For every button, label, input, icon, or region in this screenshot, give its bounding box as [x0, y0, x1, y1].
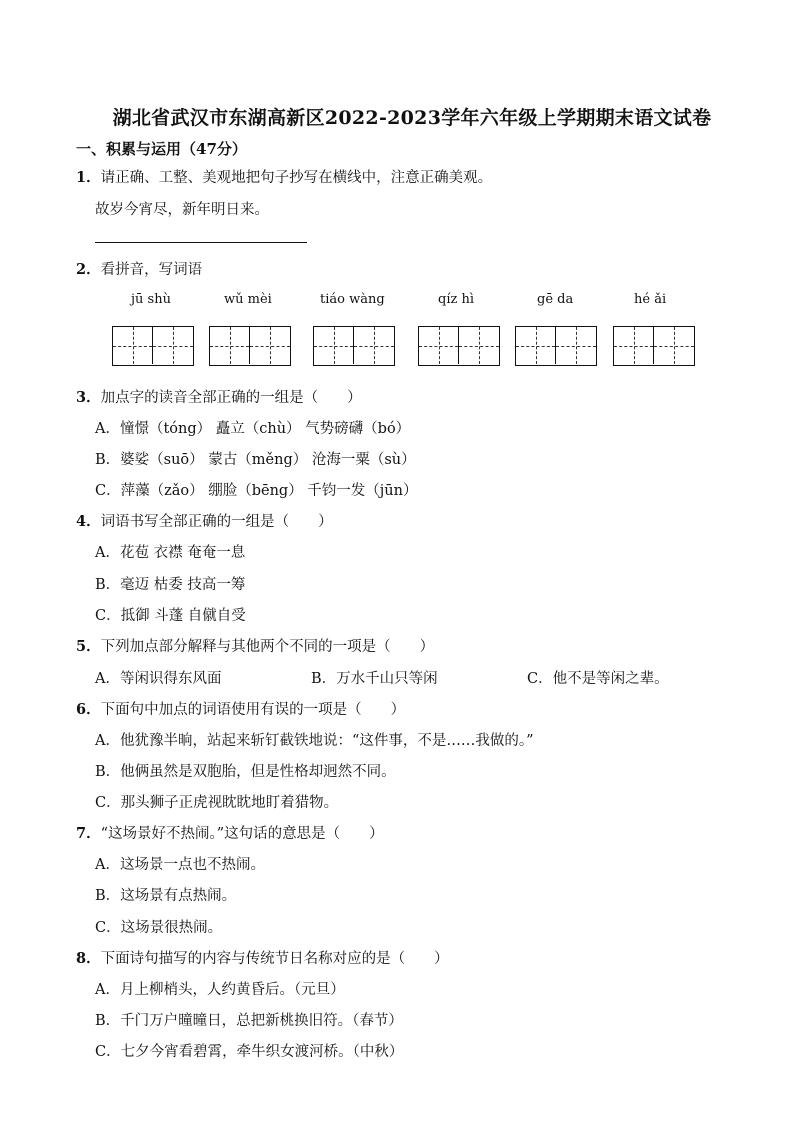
option-b[interactable]: B．毫迈 枯委 技高一筹: [95, 577, 246, 593]
question-2: [76, 258, 202, 279]
question-6: [76, 698, 405, 719]
copy-sentence: 故岁今宵尽，新年明日来。: [95, 202, 269, 218]
writing-grid[interactable]: [515, 326, 597, 366]
option-a[interactable]: A．憧憬（tóng） 矗立（chù） 气势磅礴（bó）: [95, 421, 411, 437]
question-text: 词语书写全部正确的一组是（ ）: [100, 514, 333, 530]
grid-cell[interactable]: [654, 327, 694, 364]
question-3: [76, 386, 362, 407]
question-number: 4．: [76, 513, 101, 530]
option-c[interactable]: C．抵御 斗蓬 自僦自受: [95, 608, 246, 624]
question-8: [76, 947, 449, 968]
grid-cell[interactable]: [354, 327, 394, 364]
option-b[interactable]: B．千门万户曈曈日，总把新桃换旧符。（春节）: [95, 1013, 403, 1029]
question-text: 下列加点部分解释与其他两个不同的一项是（ ）: [100, 639, 435, 655]
grid-cell[interactable]: [614, 327, 654, 364]
question-text: “这场景好不热闹。”这句话的意思是（ ）: [100, 826, 384, 842]
pinyin-label: wǔ mèi: [224, 292, 272, 307]
pinyin-label: tiáo wàng: [320, 292, 385, 307]
pinyin-label: qíz hì: [438, 292, 474, 307]
grid-cell[interactable]: [113, 327, 153, 364]
option-a[interactable]: A．花苞 衣襟 奄奄一息: [95, 545, 246, 561]
question-4: [76, 510, 333, 531]
pinyin-label: gē da: [537, 292, 574, 307]
question-number: 2．: [76, 261, 101, 278]
question-number: 5．: [76, 638, 101, 655]
writing-grid[interactable]: [613, 326, 695, 366]
question-number: 7．: [76, 825, 101, 842]
option-c[interactable]: C．他不是等闲之辈。: [527, 671, 669, 687]
grid-cell[interactable]: [556, 327, 596, 364]
option-a[interactable]: A．等闲识得东风面: [95, 671, 222, 687]
question-5: [76, 635, 434, 656]
grid-cell[interactable]: [459, 327, 499, 364]
option-c[interactable]: C．那头狮子正虎视眈眈地盯着猎物。: [95, 795, 339, 811]
option-a[interactable]: A．他犹豫半晌，站起来斩钉截铁地说：“这件事，不是……我做的。”: [95, 733, 534, 749]
grid-cell[interactable]: [314, 327, 354, 364]
option-a[interactable]: A．这场景一点也不热闹。: [95, 857, 265, 873]
grid-cell[interactable]: [516, 327, 556, 364]
question-1: [76, 166, 492, 187]
grid-cell[interactable]: [210, 327, 250, 364]
answer-line[interactable]: [95, 242, 307, 243]
section-heading: 一、积累与运用（47分）: [76, 140, 247, 158]
question-number: 6．: [76, 701, 101, 718]
question-number: 8．: [76, 950, 101, 967]
question-7: [76, 822, 384, 843]
option-b[interactable]: B．这场景有点热闹。: [95, 888, 237, 904]
writing-grid[interactable]: [209, 326, 291, 366]
question-text: 看拼音，写词语: [100, 262, 203, 278]
writing-grid[interactable]: [313, 326, 395, 366]
option-b[interactable]: B．婆娑（suō） 蒙古（měng） 沧海一粟（sù）: [95, 452, 416, 468]
writing-grid[interactable]: [112, 326, 194, 366]
question-text: 下面诗句描写的内容与传统节日名称对应的是（ ）: [100, 951, 449, 967]
grid-cell[interactable]: [250, 327, 290, 364]
question-text: 下面句中加点的词语使用有误的一项是（ ）: [100, 702, 406, 718]
option-a[interactable]: A．月上柳梢头，人约黄昏后。（元旦）: [95, 982, 345, 998]
question-text: 加点字的读音全部正确的一组是（ ）: [100, 390, 362, 406]
option-c[interactable]: C．七夕今宵看碧霄，牵牛织女渡河桥。（中秋）: [95, 1044, 404, 1060]
pinyin-label: jū shù: [131, 292, 171, 307]
option-b[interactable]: B．万水千山只等闲: [311, 671, 438, 687]
grid-cell[interactable]: [419, 327, 459, 364]
question-number: 1．: [76, 169, 101, 186]
grid-cell[interactable]: [153, 327, 193, 364]
page-title: 湖北省武汉市东湖高新区2022-2023学年六年级上学期期末语文试卷: [112, 107, 712, 129]
option-b[interactable]: B．他俩虽然是双胞胎，但是性格却迥然不同。: [95, 764, 396, 780]
question-text: 请正确、工整、美观地把句子抄写在横线中，注意正确美观。: [100, 170, 493, 186]
option-c[interactable]: C．萍藻（zǎo） 绷脸（bēng） 千钧一发（jūn）: [95, 483, 418, 499]
option-c[interactable]: C．这场景很热闹。: [95, 920, 223, 936]
pinyin-label: hé ǎi: [634, 292, 667, 307]
question-number: 3．: [76, 389, 101, 406]
writing-grid[interactable]: [418, 326, 500, 366]
